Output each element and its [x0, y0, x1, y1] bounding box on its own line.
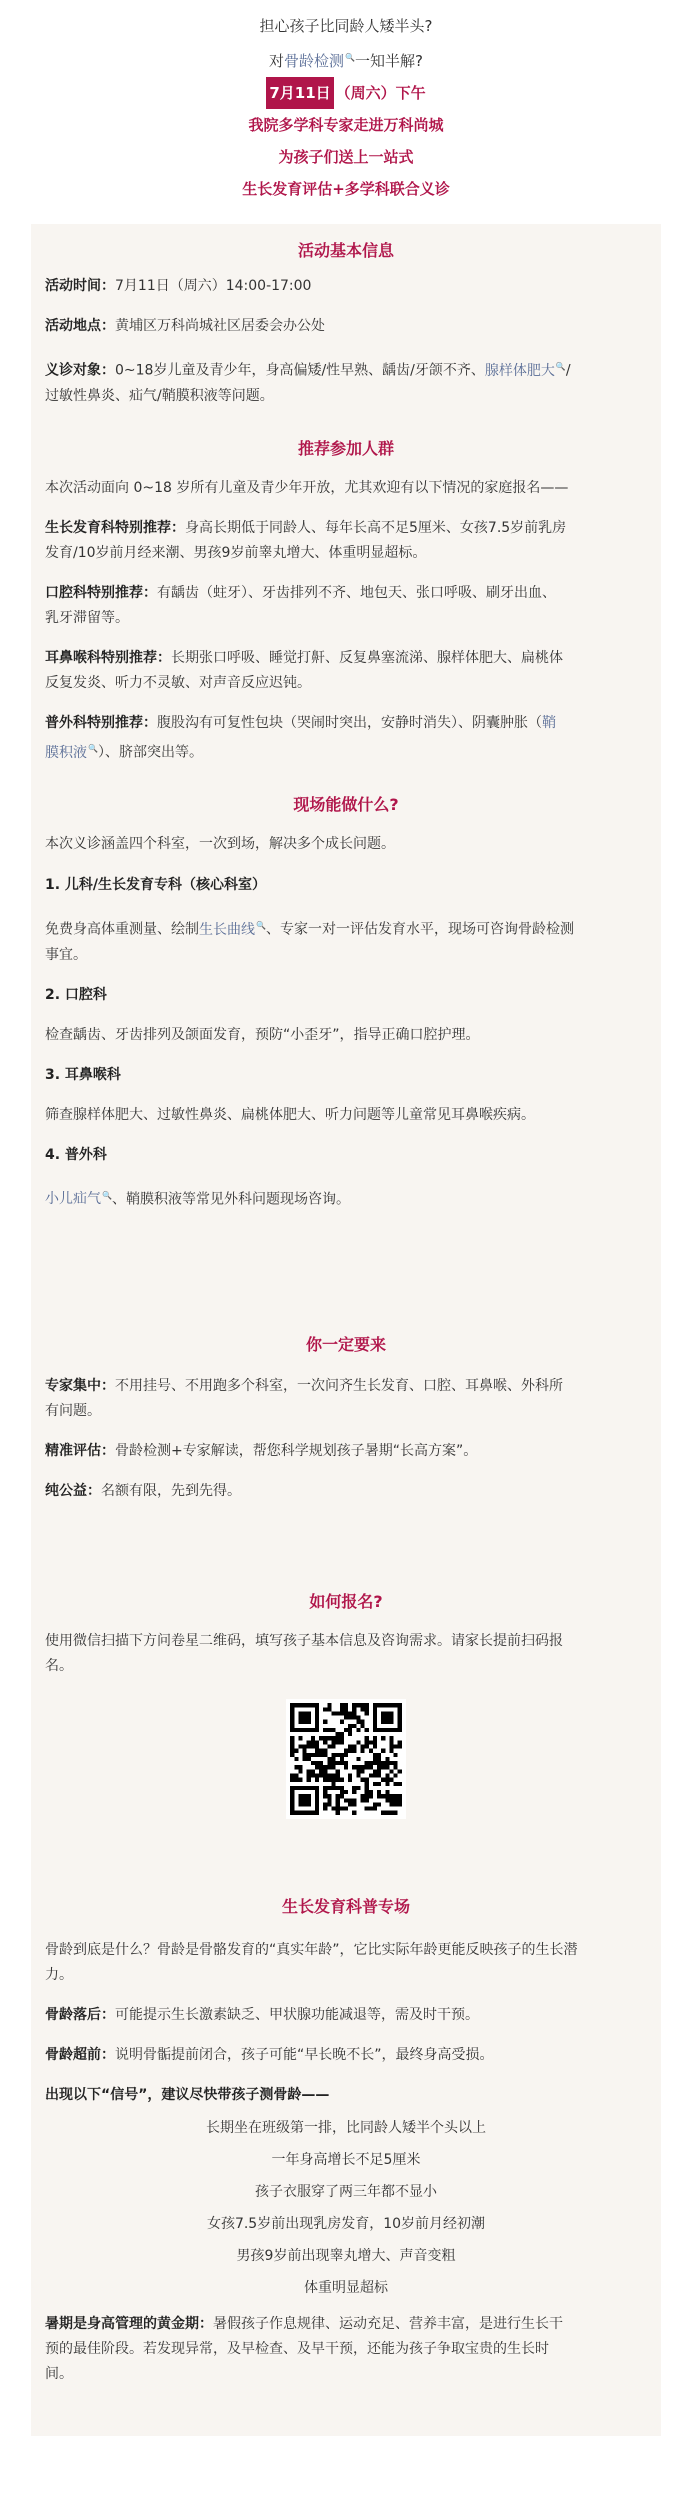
recommend-dental: 口腔科特别推荐：有龋齿（蛀牙）、牙齿排列不齐、地包天、张口呼吸、刷牙出血、 乳牙滞留等。	[45, 585, 556, 626]
recommend-surgery: 普外科特别推荐：腹股沟有可复性包块（哭闹时突出，安静时消失）、阴囊肿胀（鞘 膜积液 🔍 ）、脐部突出等。	[45, 711, 647, 766]
content-card	[31, 224, 661, 2436]
section-basic-info	[45, 236, 647, 409]
basic-place: 活动地点：黄埔区万科尚城社区居委会办公处	[45, 318, 325, 334]
onsite-intro: 本次义诊涵盖四个科室，一次到场，解决多个成长问题。	[45, 836, 395, 852]
must-expert: 专家集中：不用挂号、不用跑多个科室，一次问齐生长发育、口腔、耳鼻喉、外科所 有问题。	[45, 1378, 563, 1419]
recommend-growth: 生长发育科特别推荐：身高长期低于同龄人、每年长高不足5厘米、女孩7.5岁前乳房 发育/10岁前月经来潮、男孩9岁前睾丸增大、体重明显超标。	[45, 520, 567, 561]
dept-4-title: 4. 普外科	[45, 1146, 107, 1163]
section-recommend	[45, 434, 647, 766]
signal-item: 体重明显超标	[304, 2280, 388, 2296]
basic-target: 义诊对象：0~18岁儿童及青少年，身高偏矮/性早熟、龋齿/牙颌不齐、腺样体肥大 🔍 / 过敏性鼻炎、疝气/鞘膜积液等问题。	[45, 354, 647, 409]
section-title-recommend: 推荐参加人群	[297, 439, 394, 458]
signal-item: 一年身高增长不足5厘米	[271, 2152, 421, 2168]
date-highlight: 7月11日	[266, 77, 333, 109]
keyword-link-bone-age[interactable]: 骨龄检测 🔍	[284, 52, 355, 70]
intro-line-2: 对骨龄检测 🔍 一知半解?	[0, 42, 692, 77]
qr-code[interactable]	[286, 1699, 406, 1819]
keyword-link-hydrocele-a[interactable]: 鞘	[542, 715, 556, 731]
dept-1-text: 免费身高体重测量、绘制生长曲线 🔍 、专家一对一评估发育水平，现场可咨询骨龄检测 事宜。	[45, 913, 647, 968]
qr-code-wrapper[interactable]	[45, 1699, 647, 1819]
signal-list	[45, 2112, 647, 2304]
keyword-link-hydrocele[interactable]: 膜积液 🔍	[45, 745, 98, 761]
section-must-come	[45, 1330, 647, 1504]
science-behind: 骨龄落后：可能提示生长激素缺乏、甲状腺功能减退等，需及时干预。	[45, 2007, 479, 2023]
signal-item: 孩子衣服穿了两三年都不显小	[255, 2184, 437, 2200]
section-title-onsite: 现场能做什么?	[293, 795, 399, 814]
section-title-must-come: 你一定要来	[305, 1335, 386, 1354]
signup-text: 使用微信扫描下方问卷星二维码，填写孩子基本信息及咨询需求。请家长提前扫码报 名。	[45, 1633, 563, 1674]
intro-line-1: 担心孩子比同龄人矮半头?	[259, 17, 433, 35]
dept-3-text: 筛查腺样体肥大、过敏性鼻炎、扁桃体肥大、听力问题等儿童常见耳鼻喉疾病。	[45, 1106, 535, 1123]
intro-line-5: 为孩子们送上一站式	[278, 148, 414, 166]
section-science	[45, 1892, 647, 2387]
section-title-signup: 如何报名?	[309, 1592, 383, 1611]
signal-item: 男孩9岁前出现睾丸增大、声音变粗	[236, 2248, 456, 2264]
science-definition: 骨龄到底是什么？骨龄是骨骼发育的“真实年龄”，它比实际年龄更能反映孩子的生长潜 力。	[45, 1942, 578, 1983]
section-title-basic: 活动基本信息	[297, 241, 394, 260]
keyword-link-adenoid[interactable]: 腺样体肥大 🔍	[485, 363, 566, 379]
must-free: 纯公益：名额有限，先到先得。	[45, 1483, 241, 1499]
basic-time: 活动时间：7月11日（周六）14:00-17:00	[45, 278, 312, 294]
science-summer: 暑期是身高管理的黄金期：暑假孩子作息规律、运动充足、营养丰富，是进行生长干 预的最佳阶段。若发现异常，及早检查、及早干预，还能为孩子争取宝贵的生长时 间。	[45, 2316, 563, 2382]
intro-date-line: 7月11日 （周六）下午	[0, 77, 692, 109]
keyword-link-hernia[interactable]: 小儿疝气 🔍	[45, 1191, 112, 1207]
dept-3-title: 3. 耳鼻喉科	[45, 1066, 121, 1083]
intro-line-6: 生长发育评估+多学科联合义诊	[242, 180, 450, 198]
signal-title: 出现以下“信号”，建议尽快带孩子测骨龄——	[45, 2087, 330, 2103]
dept-2-text: 检查龋齿、牙齿排列及颌面发育，预防“小歪牙”，指导正确口腔护理。	[45, 1026, 480, 1043]
dept-1-title: 1. 儿科/生长发育专科（核心科室）	[45, 877, 267, 893]
section-title-science: 生长发育科普专场	[281, 1897, 410, 1916]
section-onsite	[45, 790, 647, 1212]
keyword-link-growth-curve[interactable]: 生长曲线 🔍	[199, 922, 266, 938]
science-ahead: 骨龄超前：说明骨骺提前闭合，孩子可能“早长晚不长”，最终身高受损。	[45, 2047, 494, 2063]
signal-item: 长期坐在班级第一排，比同龄人矮半个头以上	[206, 2120, 486, 2136]
recommend-intro: 本次活动面向 0~18 岁所有儿童及青少年开放，尤其欢迎有以下情况的家庭报名——	[45, 480, 569, 496]
dept-2-title: 2. 口腔科	[45, 986, 107, 1003]
intro-block	[0, 0, 692, 205]
intro-line-4: 我院多学科专家走进万科尚城	[248, 116, 444, 134]
signal-item: 女孩7.5岁前出现乳房发育，10岁前月经初潮	[206, 2216, 486, 2232]
section-signup	[45, 1587, 647, 1819]
must-precise: 精准评估：骨龄检测+专家解读，帮您科学规划孩子暑期“长高方案”。	[45, 1443, 478, 1459]
recommend-ent: 耳鼻喉科特别推荐：长期张口呼吸、睡觉打鼾、反复鼻塞流涕、腺样体肥大、扁桃体 反复发炎、听力不灵敏、对声音反应迟钝。	[45, 650, 563, 691]
dept-4-text: 小儿疝气 🔍 、鞘膜积液等常见外科问题现场咨询。	[45, 1183, 647, 1213]
